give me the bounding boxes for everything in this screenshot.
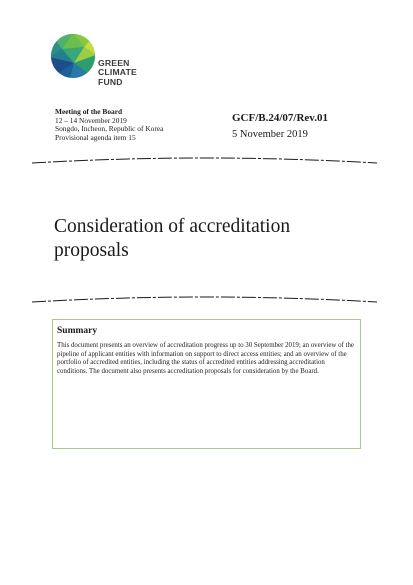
logo-wordmark <box>98 59 137 87</box>
logo-line-climate: CLIMATE <box>98 67 137 78</box>
logo-line-green: GREEN <box>98 58 130 68</box>
meeting-location: Songdo, Incheon, Republic of Korea <box>55 124 164 134</box>
meeting-title: Meeting of the Board <box>55 107 123 116</box>
document-title: Consideration of accreditation proposals <box>54 216 291 261</box>
gcf-logo <box>50 33 170 103</box>
meeting-info <box>55 108 163 142</box>
bottom-divider <box>32 294 377 306</box>
globe-icon <box>50 33 96 79</box>
summary-heading: Summary <box>57 326 98 336</box>
meeting-dates: 12 – 14 November 2019 <box>55 115 127 125</box>
summary-text: This document presents an overview of accreditation progress up to 30 September 2019; an overview of the pipeline of applicant entities with information on support to direct access entities; and an overview of the portfolio of accredited entities, including the status of accredited entities addressing accreditation conditions. The document also presents accreditation proposals for consideration by the Board. <box>57 342 354 375</box>
document-symbol: GCF/B.24/07/Rev.01 <box>232 112 328 124</box>
top-divider <box>32 155 377 167</box>
summary-box <box>52 319 361 449</box>
logo-line-fund: FUND <box>98 76 123 87</box>
document-date: 5 November 2019 <box>232 129 308 140</box>
agenda-item: Provisional agenda item 15 <box>55 132 136 142</box>
